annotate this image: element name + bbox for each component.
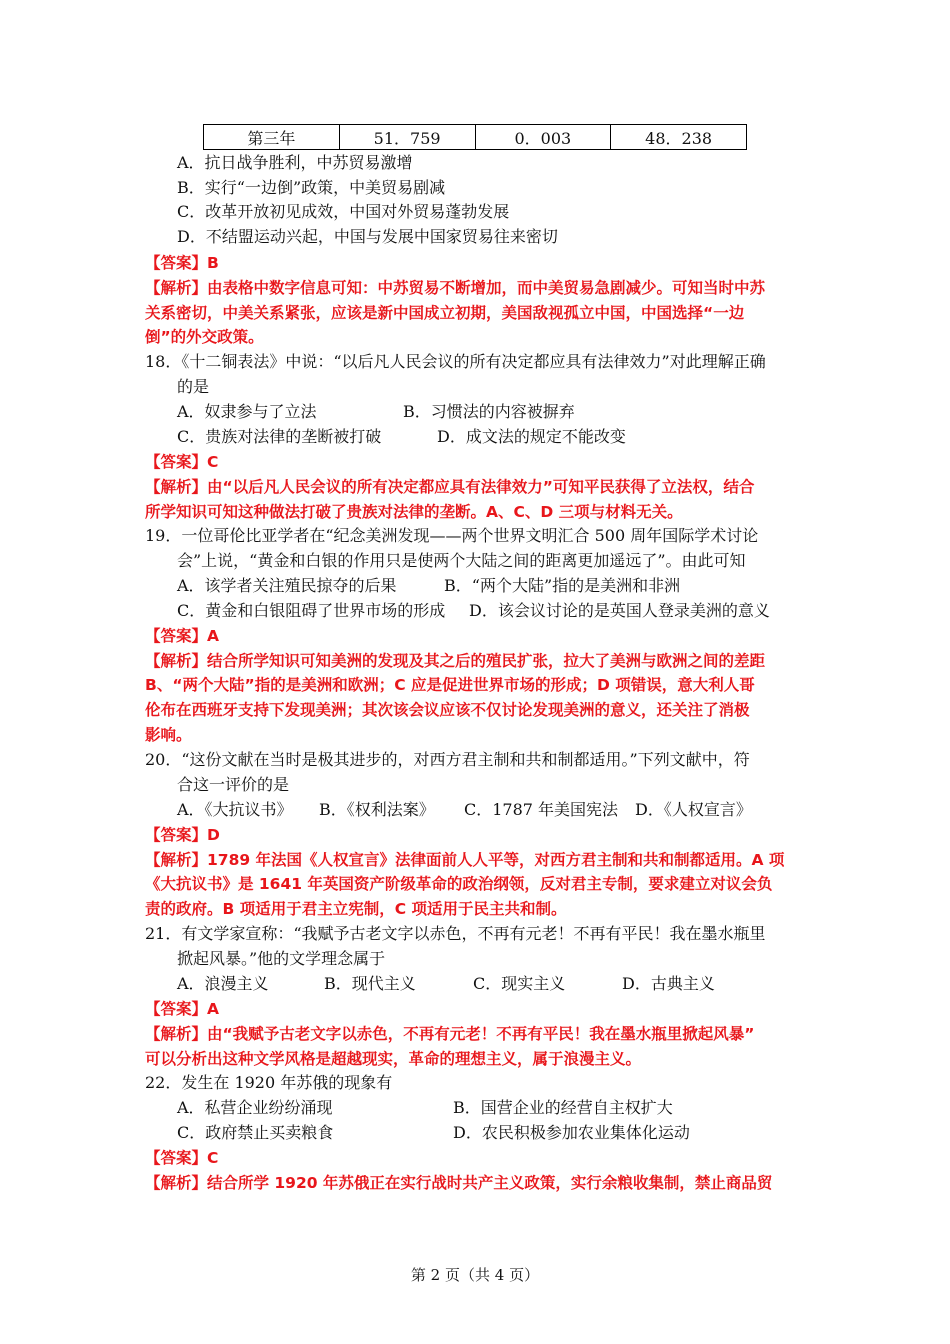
- table-cell-value: 51．759: [339, 125, 475, 150]
- page-footer: 第 2 页（共 4 页）: [410, 1266, 540, 1284]
- q17-analysis-line: 【解析】由表格中数字信息可知：中苏贸易不断增加，而中美贸易急剧减少。可知当时中苏: [145, 279, 766, 297]
- q22-option-b: B．国营企业的经营自主权扩大: [453, 1098, 673, 1117]
- q22-stem: 22．发生在 1920 年苏俄的现象有: [145, 1073, 393, 1092]
- q19-analysis-line: 【解析】结合所学知识可知美洲的发现及其之后的殖民扩张，拉大了美洲与欧洲之间的差距: [145, 652, 766, 670]
- q21-option-b: B．现代主义: [324, 974, 416, 993]
- q17-option-d: D．不结盟运动兴起，中国与发展中国家贸易往来密切: [177, 227, 558, 246]
- q20-option-d: D．《人权宣言》: [635, 800, 752, 819]
- q19-analysis-line: 伦布在西班牙支持下发现美洲；其次该会议应该不仅讨论发现美洲的意义，还关注了消极: [145, 701, 750, 719]
- q18-analysis-line: 【解析】由“以后凡人民会议的所有决定都应具有法律效力”可知平民获得了立法权，结合: [145, 478, 755, 496]
- q20-option-c: C．1787 年美国宪法: [464, 800, 619, 819]
- q20-analysis-line: 《大抗议书》是 1641 年英国资产阶级革命的政治纲领，反对君主专制，要求建立对议会负: [145, 875, 773, 893]
- q21-stem: 21．有文学家宣称：“我赋予古老文字以赤色，不再有元老！不再有平民！我在墨水瓶里: [145, 924, 766, 943]
- q20-stem: 20．“这份文献在当时是极其进步的，对西方君主制和共和制都适用。”下列文献中，符: [145, 750, 750, 769]
- q22-analysis-line: 【解析】结合所学 1920 年苏俄正在实行战时共产主义政策，实行余粮收集制，禁止商品贸: [145, 1174, 773, 1192]
- q21-option-a: A．浪漫主义: [177, 974, 269, 993]
- q21-option-c: C．现实主义: [473, 974, 566, 993]
- q17-option-c: C．改革开放初见成效，中国对外贸易蓬勃发展: [177, 202, 510, 221]
- q22-option-c: C．政府禁止买卖粮食: [177, 1123, 334, 1142]
- q19-option-d: D．该会议讨论的是英国人登录美洲的意义: [469, 601, 770, 620]
- q17-option-b: B．实行“一边倒”政策，中美贸易剧减: [177, 178, 446, 197]
- q18-option-b: B．习惯法的内容被摒弃: [403, 402, 575, 421]
- q18-stem-cont: 的是: [177, 377, 210, 396]
- q19-stem: 19．一位哥伦比亚学者在“纪念美洲发现——两个世界文明汇合 500 周年国际学术讨论: [145, 526, 759, 545]
- table-cell-value: 0．003: [475, 125, 611, 150]
- q20-analysis-line: 【解析】1789 年法国《人权宣言》法律面前人人平等，对西方君主制和共和制都适用。A 项: [145, 851, 785, 869]
- table-cell-year: 第三年: [204, 125, 340, 150]
- q22-answer: 【答案】C: [145, 1149, 219, 1167]
- q19-option-b: B．“两个大陆”指的是美洲和非洲: [444, 576, 681, 595]
- q21-analysis-line: 【解析】由“我赋予古老文字以赤色，不再有元老！不再有平民！我在墨水瓶里掀起风暴”: [145, 1025, 755, 1043]
- trade-table: [203, 124, 747, 150]
- table-cell-value: 48．238: [611, 125, 747, 150]
- q19-answer: 【答案】A: [145, 627, 219, 645]
- q18-stem: 18．《十二铜表法》中说：“以后凡人民会议的所有决定都应具有法律效力”对此理解正确: [145, 352, 766, 371]
- q17-option-a: A．抗日战争胜利，中苏贸易激增: [177, 153, 413, 172]
- q18-analysis-line: 所学知识可知这种做法打破了贵族对法律的垄断。A、C、D 三项与材料无关。: [145, 503, 683, 521]
- q21-stem-cont: 掀起风暴。”他的文学理念属于: [177, 949, 386, 968]
- q20-stem-cont: 合这一评价的是: [177, 775, 290, 794]
- q19-stem-cont: 会”上说，“黄金和白银的作用只是使两个大陆之间的距离更加遥远了”。由此可知: [177, 551, 746, 570]
- q18-option-a: A．奴隶参与了立法: [177, 402, 317, 421]
- q19-option-a: A．该学者关注殖民掠夺的后果: [177, 576, 397, 595]
- q19-analysis-line: B、“两个大陆”指的是美洲和欧洲；C 应是促进世界市场的形成；D 项错误，意大利人哥: [145, 676, 755, 694]
- q21-answer: 【答案】A: [145, 1000, 219, 1018]
- table-row: [204, 125, 747, 150]
- q17-answer: 【答案】B: [145, 254, 219, 272]
- q17-analysis-line: 倒”的外交政策。: [145, 328, 264, 346]
- q22-option-d: D．农民积极参加农业集体化运动: [453, 1123, 690, 1142]
- q20-analysis-line: 责的政府。B 项适用于君主立宪制，C 项适用于民主共和制。: [145, 900, 567, 918]
- q22-option-a: A．私营企业纷纷涌现: [177, 1098, 333, 1117]
- q18-answer: 【答案】C: [145, 453, 219, 471]
- q17-analysis-line: 关系密切，中美关系紧张，应该是新中国成立初期，美国敌视孤立中国，中国选择“一边: [145, 304, 745, 322]
- q18-option-d: D．成文法的规定不能改变: [437, 427, 626, 446]
- q19-analysis-line: 影响。: [145, 726, 192, 744]
- q21-analysis-line: 可以分析出这种文学风格是超越现实，革命的理想主义，属于浪漫主义。: [145, 1050, 642, 1068]
- q21-option-d: D．古典主义: [622, 974, 715, 993]
- q20-option-b: B．《权利法案》: [319, 800, 435, 819]
- q18-option-c: C．贵族对法律的垄断被打破: [177, 427, 382, 446]
- q20-option-a: A．《大抗议书》: [177, 800, 293, 819]
- q19-option-c: C．黄金和白银阻碍了世界市场的形成: [177, 601, 446, 620]
- q20-answer: 【答案】D: [145, 826, 220, 844]
